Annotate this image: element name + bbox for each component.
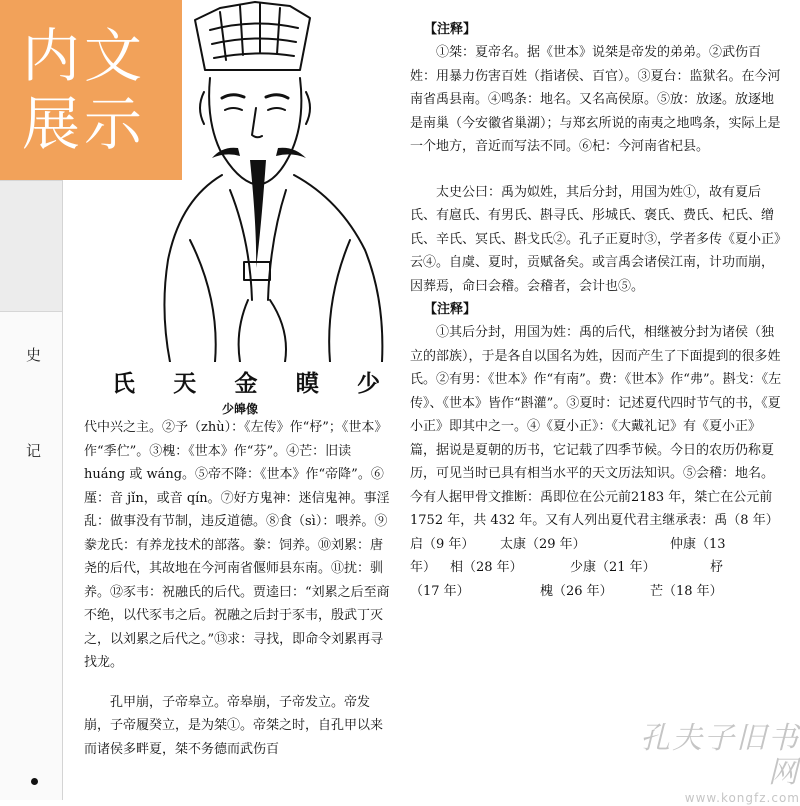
- sidebar-char-ji: 记: [26, 442, 42, 460]
- crown-shape: [195, 2, 310, 70]
- note-heading: 【注释】: [424, 22, 477, 37]
- moustache: [212, 148, 306, 158]
- sidebar-char-shi: 史: [26, 346, 42, 364]
- reign-cell: （17 年）: [410, 583, 470, 599]
- reign-cell: 芒（18 年）: [650, 583, 723, 599]
- main-paragraph: 太史公曰：禹为姒姓，其后分封，用国为姓①，故有夏后氏、有扈氏、有男氏、斟寻氏、彤城氏、褒氏、费氏、杞氏、缯氏、辛氏、冥氏、斟戈氏②。孔子正夏时③，学者多传《夏小正》云④。自虞、夏时，贡赋备矣。或言禹会诸侯江南，计功而崩，因葬焉，命曰会稽。会稽者，会计也⑤。: [410, 184, 781, 294]
- portrait-illustration: [160, 0, 390, 362]
- reign-cell: 启（9 年）: [410, 536, 475, 552]
- section-badge: [0, 0, 182, 180]
- belt-ornament: [244, 262, 270, 280]
- reign-row: [410, 580, 786, 604]
- note-paragraph-1: ①桀：夏帝名。据《世本》说桀是帝发的弟弟。②武伤百姓：用暴力伤害百姓（指诸侯、百官）。③夏台：监狱名。在今河南省禹县南。④鸣条：地名。又名高侯原。⑤放：放逐。放逐地是南巢（今安徽省巢湖）；与郑玄所说的南夷之地鸣条，实际上是一个地方，音近而写法不同。⑥杞：今河南省杞县。: [410, 45, 781, 154]
- crown-ribs: [220, 4, 280, 60]
- badge-line-1: 内文: [22, 22, 147, 90]
- beard: [250, 160, 266, 268]
- figure-title-char: 天: [173, 371, 199, 397]
- reign-cell: 年）: [410, 560, 437, 575]
- reign-cell: 少康（21 年）: [570, 560, 656, 575]
- left-column: [84, 416, 390, 761]
- watermark-url: www.kongfz.com: [684, 791, 800, 805]
- figure-caption: 少皞像: [221, 402, 258, 416]
- watermark: [612, 722, 800, 806]
- figure-title-char: 瞙: [295, 371, 321, 397]
- right-column: [410, 18, 786, 603]
- figure-title-char: 金: [234, 371, 260, 397]
- paragraph-gap: [410, 159, 786, 181]
- watermark-text: 孔夫子旧书网: [640, 721, 800, 790]
- eyebrows: [222, 95, 288, 98]
- reign-cell: 相（28 年）: [450, 560, 523, 575]
- reign-row: [410, 556, 786, 580]
- reign-cell: 仲康（13: [670, 536, 726, 552]
- reign-cell: 杼: [710, 560, 724, 575]
- reign-row: [410, 533, 786, 557]
- figure-title-char: 少: [357, 371, 382, 397]
- robe-folds: [190, 240, 350, 362]
- figure-title-char: 氏: [112, 371, 137, 397]
- note-paragraph-2: ①其后分封，用国为姓：禹的后代，相继被分封为诸侯（独立的部族），于是各自以国名为姓，因而产生了下面提到的很多姓氏。②有男：《世本》作“有南”。费：《世本》作“弗”。斟戈：《左传》、《世本》皆作“斟灌”。③夏时：记述夏代四时节气的书，《夏小正》即其中之一。④《夏小正》：《大戴礼记》有《夏小正》篇，据说是夏朝的历书，它记载了四季节候。今日的农历仍称夏历，可见当时已具有相当水平的天文历法知识。⑤会稽：地名。今有人据甲骨文推断：禹即位在公元前2183 年，桀亡在公元前 1752 年，共 432 年。又有人列出夏代君主继承表：禹（8 年）: [410, 325, 782, 528]
- left-paragraph-notes: 代中兴之主。②予（zhù）：《左传》作“杼”；《世本》作“季伫”。③槐：《世本》作“芬”。④芒：旧读 huáng 或 wáng。⑤帝不降：《世本》作“帝降”。⑥厪：音 jǐn，或音 qín。⑦好方鬼神：迷信鬼神。事淫乱：做事没有节制，违反道德。⑧食（sì）：喂养。⑨豢龙氏：有养龙技术的部落。豢：饲养。⑩刘累：唐尧的后代，其故地在今河南省偃师县东南。⑪扰：驯养。⑫豕韦：祝融氏的后代。贾逵曰：“刘累之后至商不绝，以代豕韦之后。祝融之后封于豕韦，殷武丁灭之，以刘累之后代之。”⑬求：寻找，即命令刘累再寻找龙。: [84, 420, 390, 670]
- sidebar-gray-block: [0, 180, 62, 312]
- nose: [252, 108, 262, 137]
- bullet-dot: [31, 778, 38, 785]
- badge-line-2: 展示: [22, 90, 147, 158]
- robe-outline: [164, 175, 382, 362]
- paragraph-gap: [84, 675, 390, 691]
- reign-cell: 槐（26 年）: [540, 583, 613, 599]
- reign-cell: 太康（29 年）: [500, 536, 586, 552]
- note-heading: 【注释】: [424, 302, 477, 317]
- left-paragraph-main: 孔甲崩，子帝皋立。帝皋崩，子帝发立。帝发崩，子帝履癸立，是为桀①。帝桀之时，自孔甲以来而诸侯多畔夏，桀不务德而武伤百: [84, 694, 384, 757]
- figure-title: [112, 365, 382, 398]
